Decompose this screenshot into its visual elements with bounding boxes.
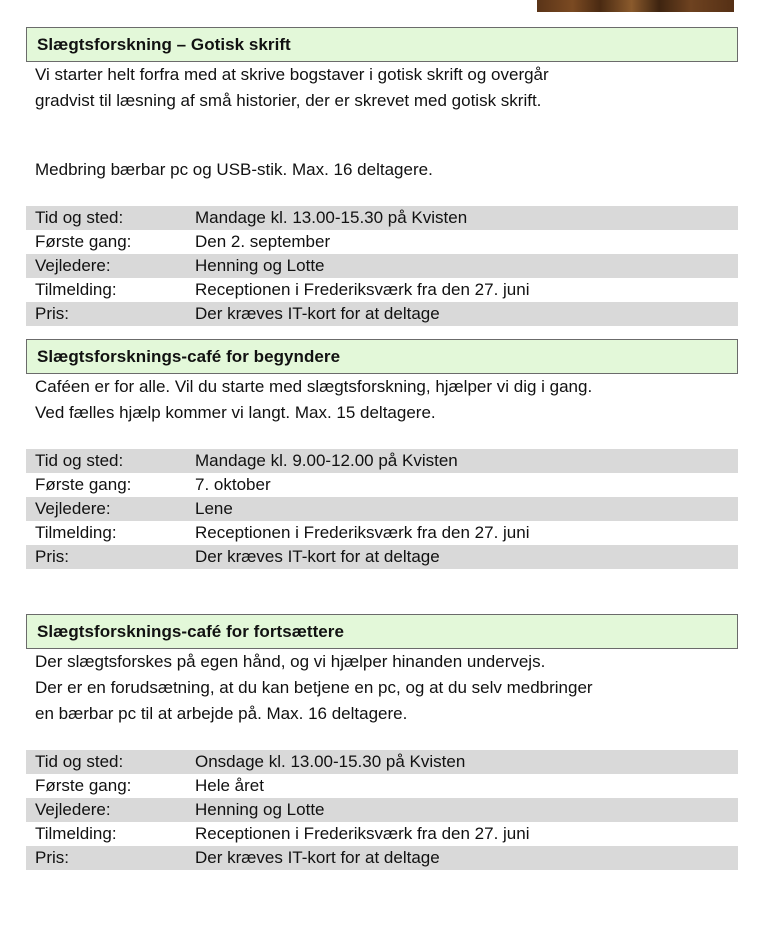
course-details-table	[26, 750, 738, 870]
detail-row	[26, 497, 738, 521]
detail-value: Den 2. september	[195, 232, 331, 251]
course-details-table	[26, 206, 738, 326]
detail-label: Pris:	[26, 302, 195, 326]
detail-value: Hele året	[195, 776, 264, 795]
course-details-table	[26, 449, 738, 569]
detail-label: Første gang:	[35, 232, 132, 251]
detail-label: Tid og sted:	[26, 206, 195, 230]
detail-label: Tilmelding:	[35, 523, 117, 542]
detail-row	[26, 774, 738, 798]
detail-value: Mandage kl. 9.00-12.00 på Kvisten	[195, 449, 738, 473]
header-photo-fragment	[537, 0, 734, 12]
detail-row	[26, 230, 738, 254]
detail-row	[26, 521, 738, 545]
course-title: Slægtsforsknings-café for begyndere	[37, 347, 341, 366]
course-description-line: en bærbar pc til at arbejde på. Max. 16 deltagere.	[35, 704, 408, 723]
course-description-line: Der er en forudsætning, at du kan betjene en pc, og at du selv medbringer	[35, 678, 593, 697]
detail-value: Receptionen i Frederiksværk fra den 27. juni	[195, 523, 530, 542]
course-header	[26, 614, 738, 649]
course-description-line: Vi starter helt forfra med at skrive bogstaver i gotisk skrift og overgår	[35, 65, 549, 84]
detail-label: Pris:	[26, 545, 195, 569]
detail-row	[26, 302, 738, 326]
course-header	[26, 339, 738, 374]
detail-label: Tilmelding:	[35, 280, 117, 299]
course-description-line: Caféen er for alle. Vil du starte med slægtsforskning, hjælper vi dig i gang.	[35, 377, 593, 396]
detail-value: Henning og Lotte	[195, 798, 738, 822]
detail-value: Der kræves IT-kort for at deltage	[195, 846, 738, 870]
detail-value: 7. oktober	[195, 475, 271, 494]
detail-value: Mandage kl. 13.00-15.30 på Kvisten	[195, 206, 738, 230]
detail-row	[26, 473, 738, 497]
detail-label: Vejledere:	[26, 497, 195, 521]
course-header	[26, 27, 738, 62]
detail-row	[26, 798, 738, 822]
course-note: Medbring bærbar pc og USB-stik. Max. 16 deltagere.	[35, 160, 433, 179]
course-description-line: Der slægtsforskes på egen hånd, og vi hjælper hinanden undervejs.	[35, 652, 546, 671]
detail-label: Første gang:	[35, 776, 132, 795]
course-description-line: Ved fælles hjælp kommer vi langt. Max. 15 deltagere.	[35, 403, 436, 422]
detail-value: Der kræves IT-kort for at deltage	[195, 302, 738, 326]
course-cafe-begyndere	[26, 339, 738, 569]
detail-row	[26, 846, 738, 870]
detail-label: Pris:	[26, 846, 195, 870]
detail-value: Lene	[195, 497, 738, 521]
detail-label: Tid og sted:	[26, 449, 195, 473]
course-cafe-fortsaettere	[26, 614, 738, 870]
detail-row	[26, 545, 738, 569]
detail-value: Receptionen i Frederiksværk fra den 27. juni	[195, 824, 530, 843]
detail-label: Vejledere:	[26, 798, 195, 822]
detail-label: Tilmelding:	[35, 824, 117, 843]
detail-row	[26, 750, 738, 774]
course-description-line: gradvist til læsning af små historier, der er skrevet med gotisk skrift.	[35, 91, 542, 110]
detail-value: Der kræves IT-kort for at deltage	[195, 545, 738, 569]
detail-label: Tid og sted:	[26, 750, 195, 774]
course-gotisk-skrift	[26, 27, 738, 326]
course-title: Slægtsforskning – Gotisk skrift	[37, 35, 291, 54]
detail-row	[26, 822, 738, 846]
detail-value: Receptionen i Frederiksværk fra den 27. juni	[195, 280, 530, 299]
detail-row	[26, 206, 738, 230]
detail-row	[26, 449, 738, 473]
detail-value: Onsdage kl. 13.00-15.30 på Kvisten	[195, 750, 738, 774]
detail-row	[26, 254, 738, 278]
detail-row	[26, 278, 738, 302]
detail-label: Vejledere:	[26, 254, 195, 278]
course-title: Slægtsforsknings-café for fortsættere	[37, 622, 344, 641]
detail-label: Første gang:	[35, 475, 132, 494]
detail-value: Henning og Lotte	[195, 254, 738, 278]
